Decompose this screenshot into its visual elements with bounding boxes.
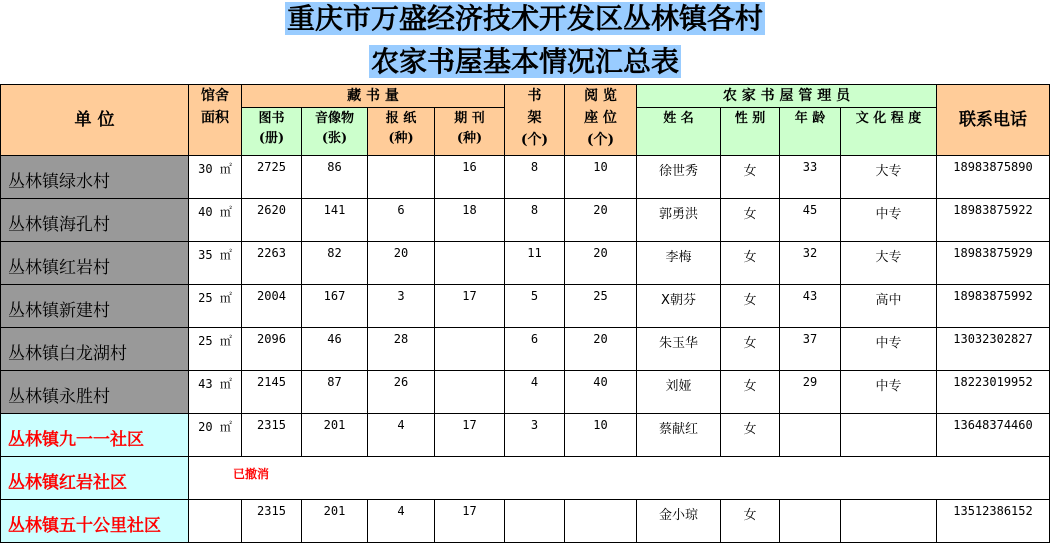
age-cell: 29 <box>780 371 841 414</box>
gender-cell: 女 <box>721 328 780 371</box>
books-cell: 2004 <box>242 285 302 328</box>
table-row <box>1 156 1050 199</box>
av-cell: 141 <box>302 199 368 242</box>
table-row <box>1 199 1050 242</box>
seats-cell <box>565 500 637 543</box>
books-cell: 2315 <box>242 414 302 457</box>
unit-cell: 丛林镇新建村 <box>1 285 189 328</box>
gender-cell: 女 <box>721 156 780 199</box>
gender-cell: 女 <box>721 242 780 285</box>
periodical-cell <box>435 371 505 414</box>
periodical-cell: 17 <box>435 414 505 457</box>
books-cell: 2263 <box>242 242 302 285</box>
header-periodical: 期 刊 (种) <box>435 108 505 156</box>
seats-cell: 20 <box>565 242 637 285</box>
area-cell: 30 ㎡ <box>189 156 242 199</box>
area-cell: 43 ㎡ <box>189 371 242 414</box>
periodical-cell <box>435 242 505 285</box>
age-cell <box>780 414 841 457</box>
table-row <box>1 457 1050 500</box>
header-area: 馆舍 面积 <box>189 85 242 156</box>
area-cell: 25 ㎡ <box>189 328 242 371</box>
shelves-cell: 3 <box>505 414 565 457</box>
seats-cell: 10 <box>565 414 637 457</box>
shelves-cell: 8 <box>505 156 565 199</box>
education-cell <box>841 414 937 457</box>
education-cell: 大专 <box>841 242 937 285</box>
education-cell: 高中 <box>841 285 937 328</box>
periodical-cell: 17 <box>435 500 505 543</box>
unit-cell: 丛林镇白龙湖村 <box>1 328 189 371</box>
books-cell: 2620 <box>242 199 302 242</box>
periodical-cell <box>435 328 505 371</box>
manager-name-cell: 朱玉华 <box>637 328 721 371</box>
phone-cell: 13512386152 <box>937 500 1050 543</box>
phone-cell: 18983875922 <box>937 199 1050 242</box>
unit-cell: 丛林镇红岩社区 <box>1 457 189 500</box>
newspaper-cell: 4 <box>368 414 435 457</box>
header-mgr-age: 年 龄 <box>780 108 841 156</box>
phone-cell: 18983875992 <box>937 285 1050 328</box>
books-cell: 2096 <box>242 328 302 371</box>
table-row <box>1 500 1050 543</box>
header-mgr-edu: 文 化 程 度 <box>841 108 937 156</box>
unit-cell: 丛林镇九一一社区 <box>1 414 189 457</box>
manager-name-cell: 刘娅 <box>637 371 721 414</box>
gender-cell: 女 <box>721 371 780 414</box>
unit-cell: 丛林镇永胜村 <box>1 371 189 414</box>
newspaper-cell: 28 <box>368 328 435 371</box>
seats-cell: 20 <box>565 199 637 242</box>
header-mgr-gender: 性 别 <box>721 108 780 156</box>
manager-name-cell: X朝芬 <box>637 285 721 328</box>
phone-cell: 18223019952 <box>937 371 1050 414</box>
age-cell: 45 <box>780 199 841 242</box>
table-row <box>1 371 1050 414</box>
periodical-cell: 17 <box>435 285 505 328</box>
cancelled-note-cell <box>189 457 1050 500</box>
header-collection: 藏 书 量 <box>242 85 505 108</box>
age-cell: 43 <box>780 285 841 328</box>
header-newspaper: 报 纸 (种) <box>368 108 435 156</box>
phone-cell: 13032302827 <box>937 328 1050 371</box>
unit-cell: 丛林镇海孔村 <box>1 199 189 242</box>
title-line-2: 农家书屋基本情况汇总表 <box>370 45 679 78</box>
unit-cell: 丛林镇绿水村 <box>1 156 189 199</box>
table-row <box>1 414 1050 457</box>
gender-cell: 女 <box>721 500 780 543</box>
header-phone: 联系电话 <box>937 85 1050 156</box>
education-cell <box>841 500 937 543</box>
av-cell: 46 <box>302 328 368 371</box>
table-row <box>1 285 1050 328</box>
shelves-cell <box>505 500 565 543</box>
education-cell: 中专 <box>841 328 937 371</box>
header-seats: 阅 览 座 位 (个) <box>565 85 637 156</box>
age-cell: 33 <box>780 156 841 199</box>
manager-name-cell: 金小琼 <box>637 500 721 543</box>
header-unit: 单 位 <box>1 85 189 156</box>
manager-name-cell: 徐世秀 <box>637 156 721 199</box>
newspaper-cell: 20 <box>368 242 435 285</box>
gender-cell: 女 <box>721 285 780 328</box>
books-cell: 2145 <box>242 371 302 414</box>
seats-cell: 40 <box>565 371 637 414</box>
education-cell: 大专 <box>841 156 937 199</box>
av-cell: 87 <box>302 371 368 414</box>
age-cell <box>780 500 841 543</box>
phone-cell: 18983875929 <box>937 242 1050 285</box>
gender-cell: 女 <box>721 199 780 242</box>
shelves-cell: 11 <box>505 242 565 285</box>
area-cell <box>189 500 242 543</box>
age-cell: 32 <box>780 242 841 285</box>
table-row <box>1 328 1050 371</box>
seats-cell: 25 <box>565 285 637 328</box>
area-cell: 20 ㎡ <box>189 414 242 457</box>
books-cell: 2315 <box>242 500 302 543</box>
shelves-cell: 6 <box>505 328 565 371</box>
cancelled-note: 已撤消 <box>233 467 270 481</box>
books-cell: 2725 <box>242 156 302 199</box>
periodical-cell: 18 <box>435 199 505 242</box>
area-cell: 40 ㎡ <box>189 199 242 242</box>
shelves-cell: 5 <box>505 285 565 328</box>
gender-cell: 女 <box>721 414 780 457</box>
newspaper-cell: 4 <box>368 500 435 543</box>
av-cell: 82 <box>302 242 368 285</box>
title-line-1: 重庆市万盛经济技术开发区丛林镇各村 <box>286 2 763 35</box>
shelves-cell: 4 <box>505 371 565 414</box>
area-cell: 25 ㎡ <box>189 285 242 328</box>
newspaper-cell: 26 <box>368 371 435 414</box>
summary-table <box>0 84 1050 543</box>
newspaper-cell: 3 <box>368 285 435 328</box>
av-cell: 86 <box>302 156 368 199</box>
header-av: 音像物 (张) <box>302 108 368 156</box>
area-cell: 35 ㎡ <box>189 242 242 285</box>
age-cell: 37 <box>780 328 841 371</box>
education-cell: 中专 <box>841 199 937 242</box>
header-shelves: 书 架 (个) <box>505 85 565 156</box>
av-cell: 201 <box>302 500 368 543</box>
shelves-cell: 8 <box>505 199 565 242</box>
header-books: 图书 (册) <box>242 108 302 156</box>
unit-cell: 丛林镇五十公里社区 <box>1 500 189 543</box>
manager-name-cell: 李梅 <box>637 242 721 285</box>
education-cell: 中专 <box>841 371 937 414</box>
phone-cell: 13648374460 <box>937 414 1050 457</box>
newspaper-cell: 6 <box>368 199 435 242</box>
header-mgr-name: 姓 名 <box>637 108 721 156</box>
newspaper-cell <box>368 156 435 199</box>
header-managers: 农 家 书 屋 管 理 员 <box>637 85 937 108</box>
seats-cell: 10 <box>565 156 637 199</box>
seats-cell: 20 <box>565 328 637 371</box>
phone-cell: 18983875890 <box>937 156 1050 199</box>
av-cell: 201 <box>302 414 368 457</box>
periodical-cell: 16 <box>435 156 505 199</box>
manager-name-cell: 郭勇洪 <box>637 199 721 242</box>
manager-name-cell: 蔡献红 <box>637 414 721 457</box>
av-cell: 167 <box>302 285 368 328</box>
table-row <box>1 242 1050 285</box>
unit-cell: 丛林镇红岩村 <box>1 242 189 285</box>
